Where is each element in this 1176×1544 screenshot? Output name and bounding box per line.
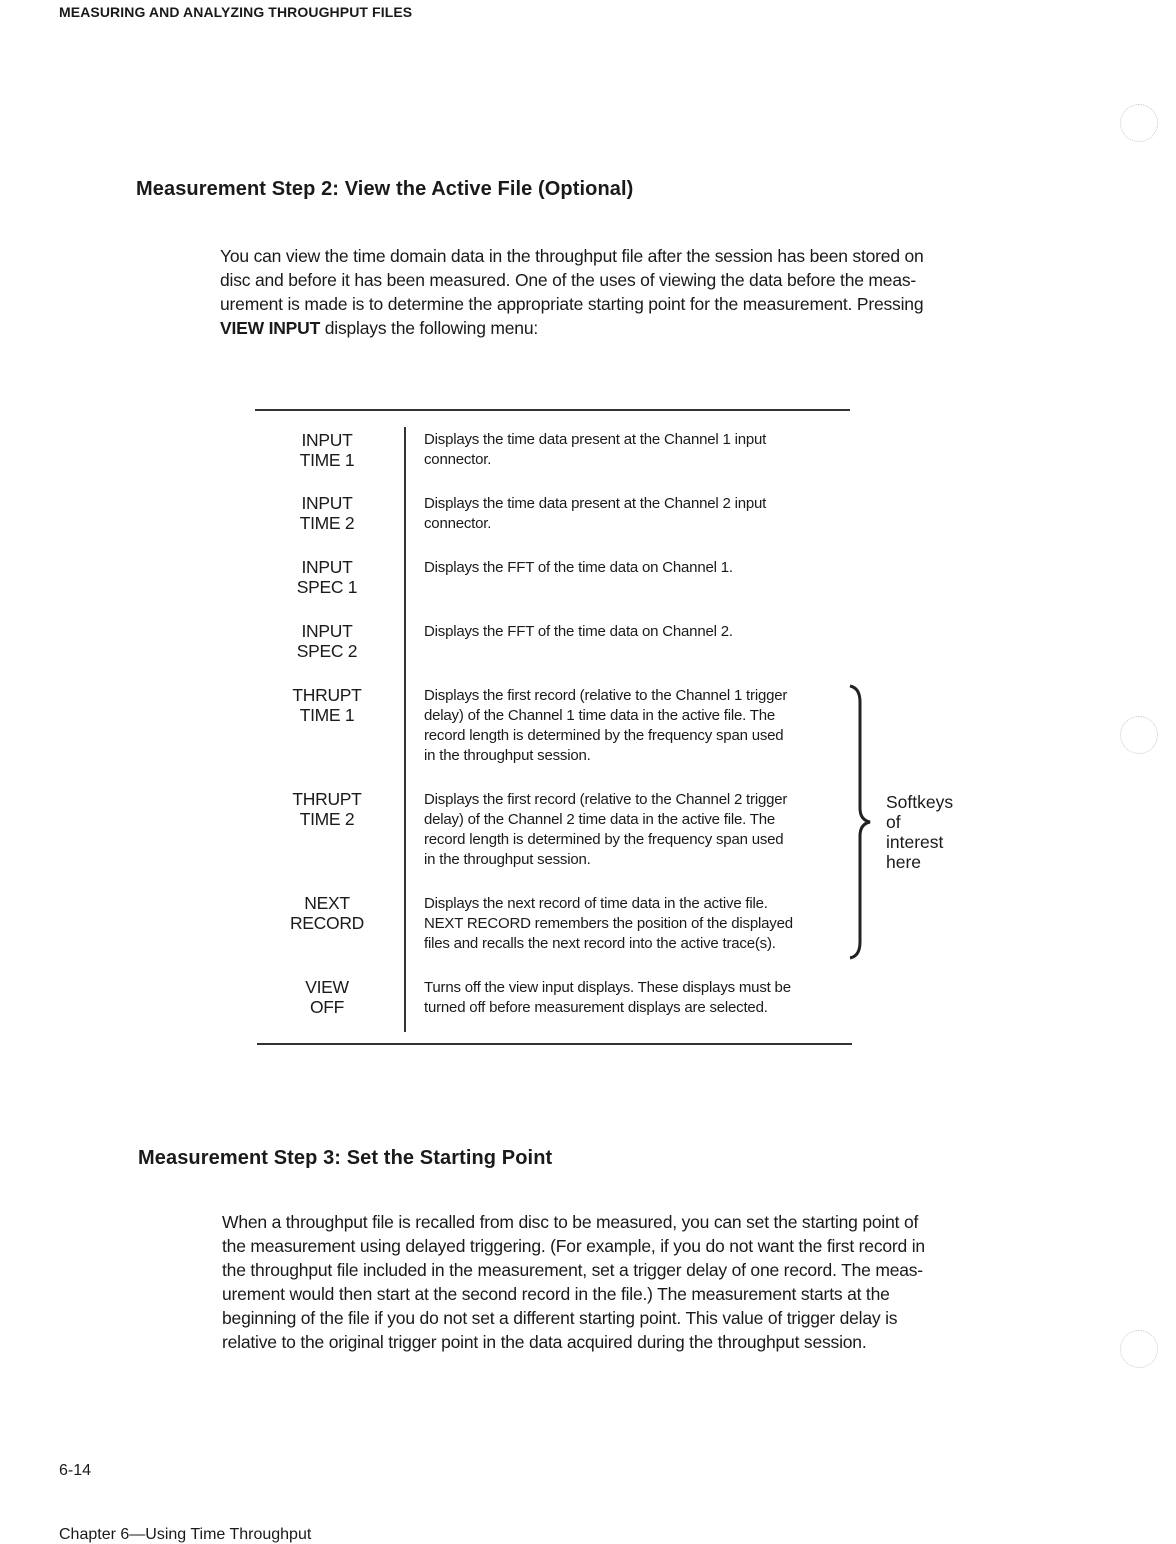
running-head: MEASURING AND ANALYZING THROUGHPUT FILES	[59, 4, 413, 20]
view-input-key: VIEW INPUT	[220, 318, 321, 338]
step3-paragraph: When a throughput file is recalled from disc to be measured, you can set the starting point of the measurement using delayed triggering. (For example, if you do not want the first record in the throughput file included in the measurement, set a trigger delay of one record. The meas- urement would then start at the second record in the file.) The measurement starts at the beginning of the file if you do not set a different starting point. This value of trigger delay is relative to the original trigger point in the data acquired during the throughput session.	[222, 1212, 925, 1352]
softkey-thrupt-time-1: THRUPT TIME 1	[292, 685, 362, 725]
softkey-desc: Displays the first record (relative to the Channel 1 trigger delay) of the Channel 1 time data in the active file. The record length is determined by the frequency span used in the throughput session.	[424, 687, 788, 764]
step2-heading: Measurement Step 2: View the Active File (Optional)	[136, 178, 634, 200]
softkey-input-time-1: INPUT TIME 1	[299, 430, 355, 470]
softkey-view-off: VIEW OFF	[305, 977, 349, 1017]
softkey-desc: Displays the next record of time data in the active file. NEXT RECORD remembers the position of the displayed files and recalls the next record into the active trace(s).	[424, 895, 793, 952]
table-top-rule	[255, 409, 850, 411]
table-bottom-rule	[257, 1043, 852, 1045]
softkey-desc: Displays the time data present at the Channel 2 input connector.	[424, 495, 767, 532]
softkey-desc: Displays the FFT of the time data on Channel 1.	[424, 559, 733, 576]
punch-hole	[1120, 1330, 1158, 1368]
softkey-desc: Turns off the view input displays. These displays must be turned off before measurement displays are selected.	[424, 979, 791, 1016]
step3-heading: Measurement Step 3: Set the Starting Point	[138, 1147, 553, 1169]
softkey-thrupt-time-2: THRUPT TIME 2	[292, 789, 362, 829]
softkeys-of-interest-note: Softkeys of interest here	[886, 792, 954, 872]
punch-hole	[1120, 716, 1158, 754]
curly-brace	[840, 684, 880, 960]
softkey-input-time-2: INPUT TIME 2	[299, 493, 355, 533]
softkey-input-spec-2: INPUT SPEC 2	[296, 621, 358, 661]
chapter-footer: Chapter 6—Using Time Throughput	[59, 1526, 312, 1543]
softkey-input-spec-1: INPUT SPEC 1	[296, 557, 358, 597]
step2-paragraph: You can view the time domain data in the throughput file after the session has been stored on disc and before it has been measured. One of the uses of viewing the data before the meas- urement is made is to determine the appropriate starting point for the measurement. Pressing VIEW INPUT displays the following menu:	[220, 246, 924, 338]
softkey-desc: Displays the time data present at the Channel 1 input connector.	[424, 431, 767, 468]
softkey-next-record: NEXT RECORD	[289, 893, 365, 933]
table-divider	[404, 427, 406, 1032]
softkey-desc: Displays the first record (relative to the Channel 2 trigger delay) of the Channel 2 time data in the active file. The record length is determined by the frequency span used in the throughput session.	[424, 791, 788, 868]
page-number: 6-14	[59, 1462, 92, 1479]
softkey-desc: Displays the FFT of the time data on Channel 2.	[424, 623, 733, 640]
punch-hole	[1120, 104, 1158, 142]
